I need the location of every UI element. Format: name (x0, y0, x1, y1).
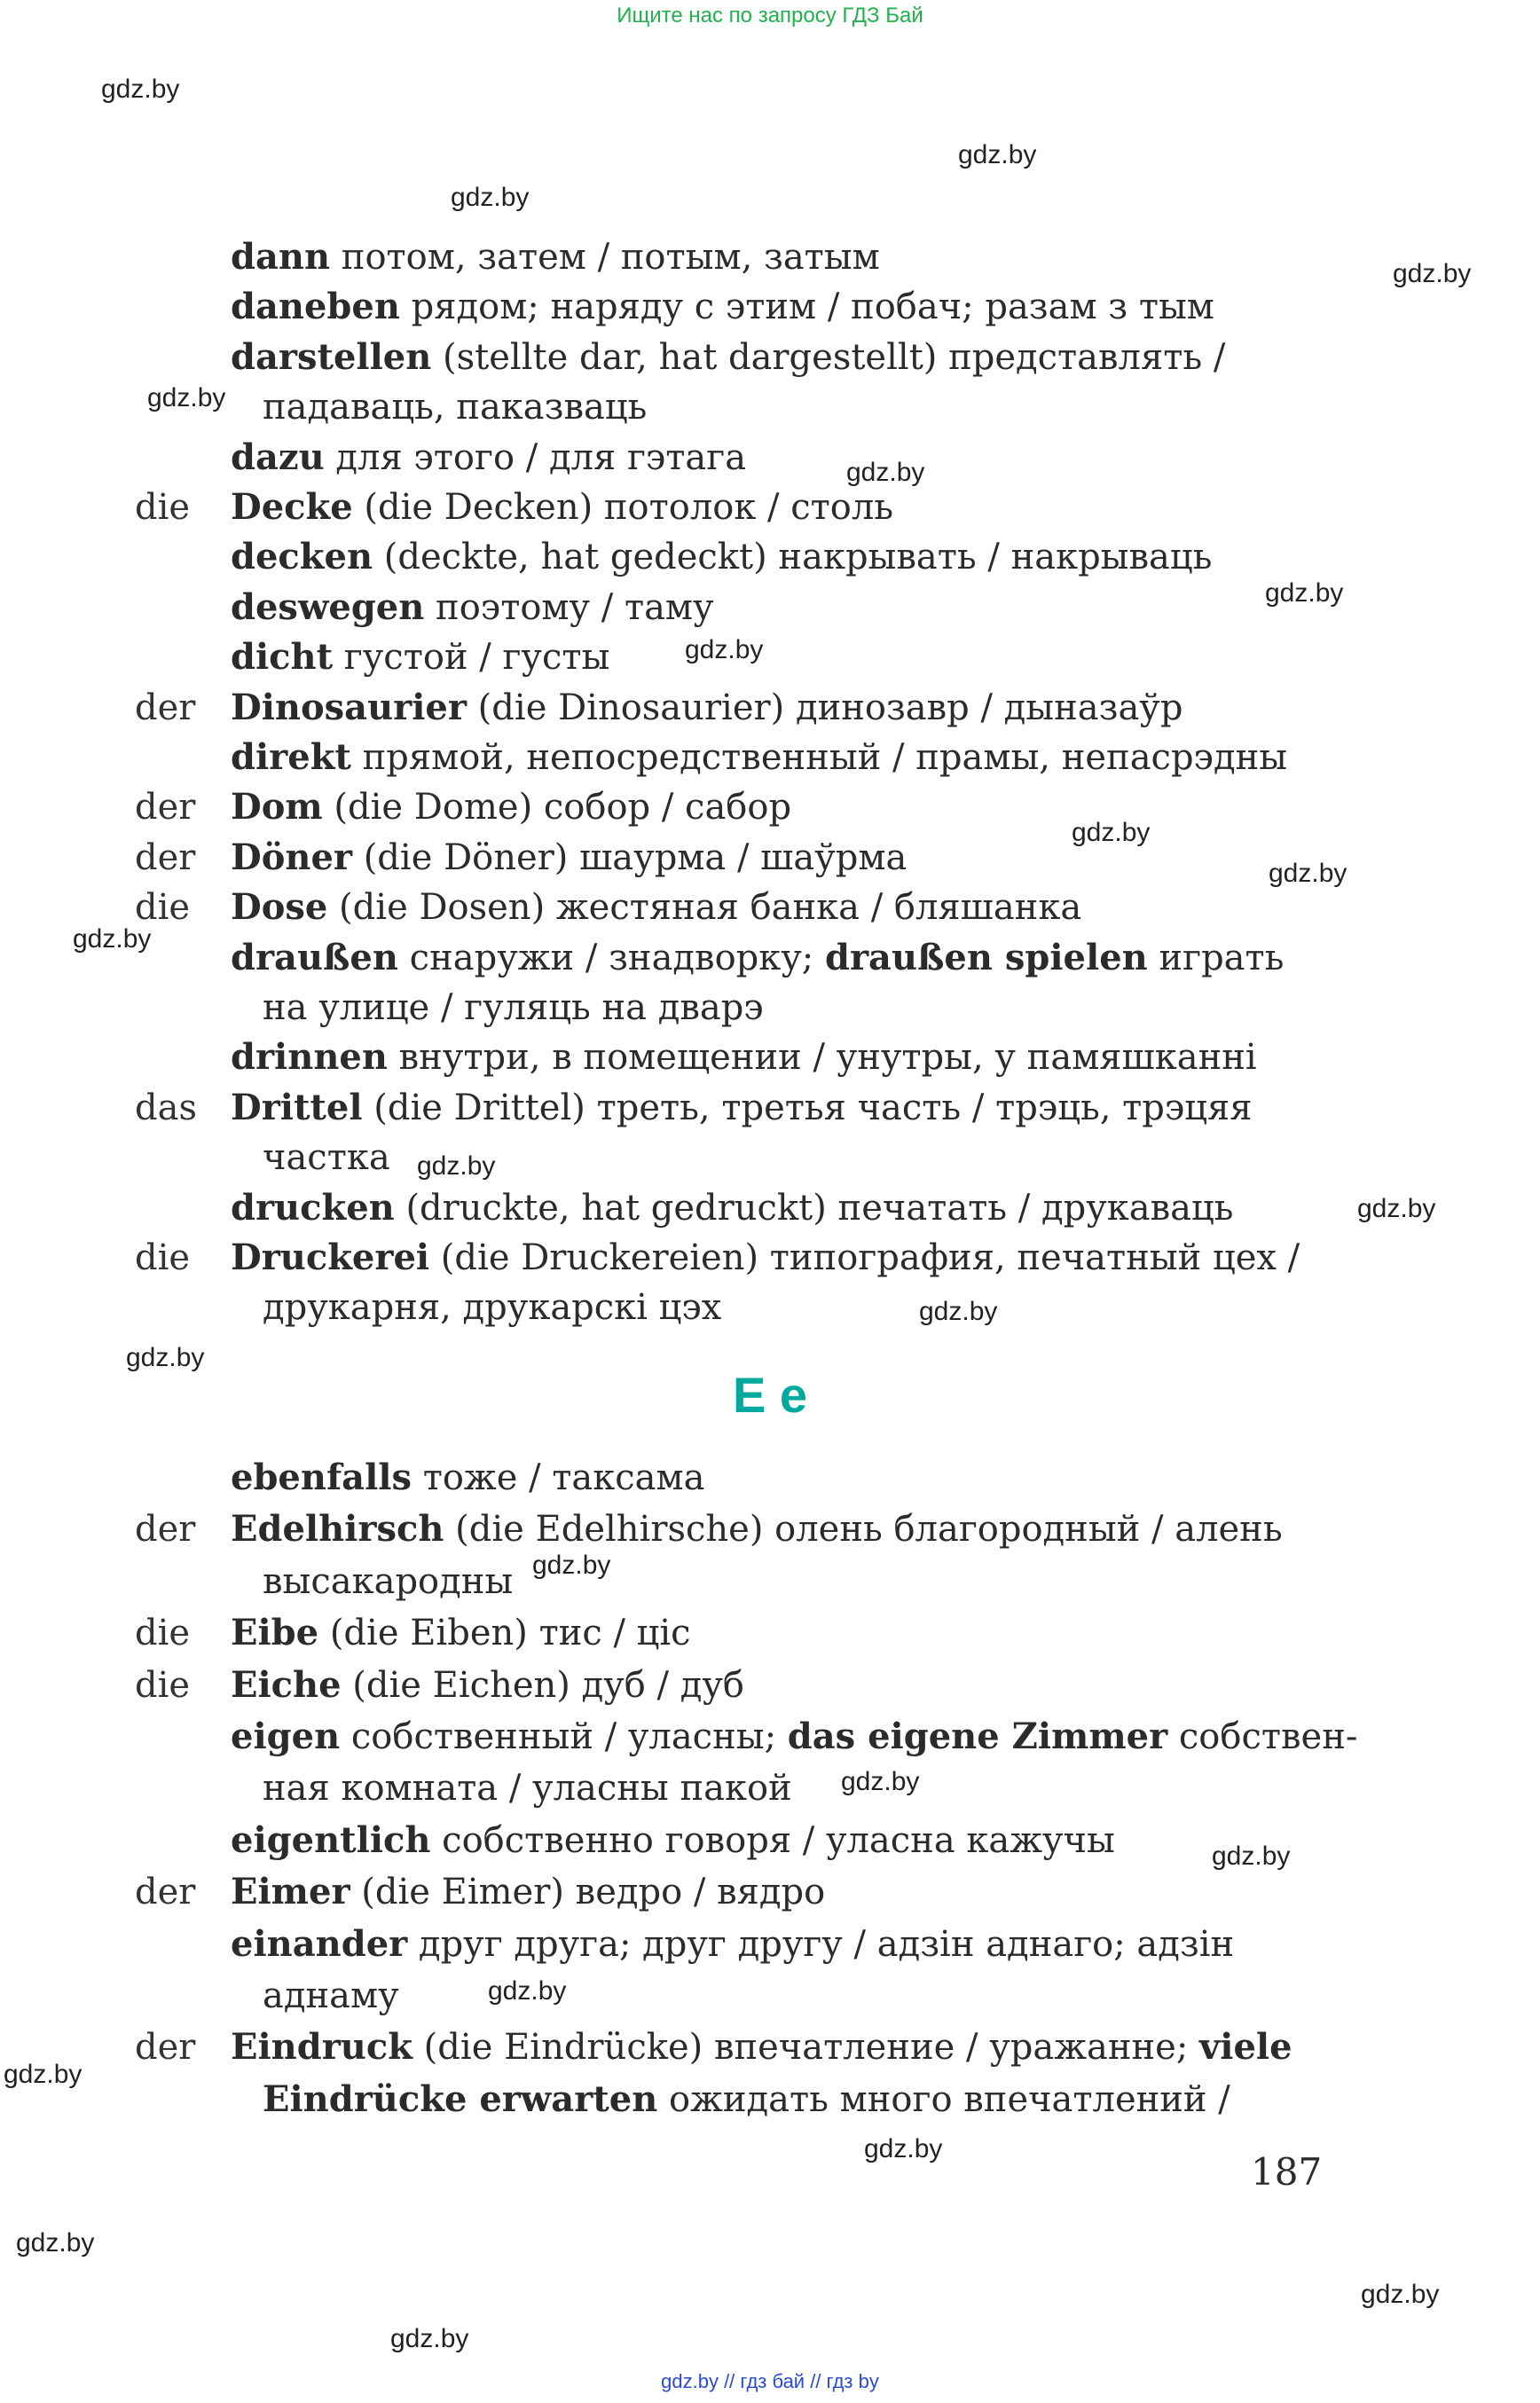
entry-headword: draußen spielen (824, 936, 1148, 978)
entry-headword: Dom (231, 786, 323, 828)
page-number: 187 (1251, 2150, 1323, 2194)
watermark: gdz.by (1265, 578, 1344, 608)
watermark: gdz.by (451, 183, 530, 212)
entry-translation: (die Dome) собор / сабор (322, 787, 792, 828)
entry-line (263, 1557, 1363, 1606)
entry-line (231, 1504, 1331, 1554)
entry-translation: падаваць, паказваць (263, 387, 648, 428)
watermark: gdz.by (864, 2134, 943, 2163)
entry-line (231, 333, 1331, 382)
entry-translation: ная комната / уласны пакой (263, 1768, 792, 1810)
entry-line (263, 1133, 1363, 1182)
entry-line (263, 382, 1363, 432)
entry-article: der (135, 687, 196, 728)
entry-line (231, 1920, 1331, 1969)
entry-headword: daneben (231, 286, 400, 328)
entry-headword: eigentlich (231, 1818, 431, 1861)
entry-headword: Edelhirsch (231, 1508, 444, 1551)
entry-headword: draußen (231, 936, 398, 978)
entry-headword: Dinosaurier (231, 686, 467, 728)
entry-article: der (135, 1872, 196, 1913)
entry-article: der (135, 1509, 196, 1551)
entry-line (231, 1083, 1331, 1133)
entry-line (231, 1233, 1331, 1283)
entry-translation: высакародны (263, 1560, 514, 1602)
entry-headword: drinnen (231, 1036, 388, 1079)
entry-line (263, 1283, 1363, 1332)
entry-headword: dicht (231, 636, 334, 679)
entry-line (231, 532, 1331, 582)
entry-headword: eigen (231, 1716, 341, 1757)
entry-headword: Eiche (231, 1663, 342, 1706)
entry-headword: direkt (231, 736, 351, 778)
entry-line (231, 1712, 1358, 1762)
entry-line (231, 933, 1331, 983)
entry-line (231, 1816, 1331, 1865)
entry-translation: частка (263, 1137, 390, 1179)
entry-line (231, 232, 1331, 282)
entry-headword: dann (231, 236, 331, 278)
watermark: gdz.by (16, 2228, 95, 2258)
entry-headword: Dose (231, 886, 328, 929)
watermark: gdz.by (147, 383, 226, 412)
watermark: gdz.by (685, 635, 764, 664)
entry-headword: viele (1199, 2026, 1292, 2069)
entry-translation: (die Edelhirsche) олень благородный / алень (444, 1509, 1283, 1551)
entry-line (263, 1763, 1363, 1813)
entry-line (231, 1867, 1331, 1917)
entry-line (231, 583, 1331, 632)
entry-translation: (die Drittel) треть, третья часть / трэць, трэцяя (362, 1087, 1253, 1128)
entry-line (231, 1453, 1331, 1503)
watermark: gdz.by (126, 1343, 205, 1372)
entry-article: der (135, 787, 196, 828)
top-banner[interactable]: Ищите нас по запросу ГДЗ Бай (617, 4, 923, 27)
entry-translation: (deckte, hat gedeckt) накрывать / накрываць (373, 537, 1213, 578)
entry-headword: ebenfalls (231, 1457, 412, 1498)
entry-headword: darstellen (231, 335, 432, 378)
entry-translation: (die Eimer) ведро / вядро (350, 1872, 826, 1913)
entry-translation: (die Döner) шаурма / шаўрма (351, 836, 908, 878)
entry-article: der (135, 836, 196, 878)
entry-article: das (135, 1087, 197, 1128)
entry-headword: dazu (231, 436, 325, 478)
entry-translation: потом, затем / потым, затым (330, 237, 880, 278)
watermark: gdz.by (1212, 1842, 1291, 1871)
entry-line (263, 1971, 1363, 2021)
watermark: gdz.by (532, 1551, 611, 1580)
watermark: gdz.by (1361, 2280, 1440, 2309)
entry-translation: друг друга; друг другу / адзін аднаго; адзін (407, 1923, 1235, 1965)
watermark: gdz.by (417, 1151, 496, 1181)
entry-headword: Döner (231, 836, 352, 878)
entry-translation: прямой, непосредственный / прамы, непасрэдны (350, 737, 1288, 778)
entry-translation: (druckte, hat gedruckt) печатать / друкаваць (394, 1187, 1234, 1229)
entry-translation: (die Dosen) жестяная банка / бляшанка (327, 887, 1082, 929)
entry-translation: тоже / таксама (411, 1457, 705, 1498)
watermark: gdz.by (390, 2324, 469, 2353)
watermark: gdz.by (101, 75, 180, 104)
entry-line (231, 282, 1331, 332)
watermark: gdz.by (1357, 1194, 1436, 1223)
entry-translation: поэтому / таму (424, 586, 714, 628)
entry-line (231, 782, 1331, 832)
entry-line (231, 733, 1331, 782)
entry-line (263, 983, 1363, 1033)
entry-article: die (135, 1664, 191, 1706)
watermark: gdz.by (1269, 859, 1348, 888)
entry-headword: deswegen (231, 585, 425, 628)
entry-translation: собственный / уласны; (340, 1716, 788, 1757)
watermark: gdz.by (488, 1976, 567, 2006)
entry-translation: (die Dinosaurier) динозавр / дыназаўр (466, 687, 1183, 728)
watermark: gdz.by (73, 924, 152, 954)
entry-headword: Decke (231, 486, 353, 528)
watermark: gdz.by (4, 2060, 82, 2089)
entry-article: die (135, 887, 191, 929)
watermark: gdz.by (1072, 818, 1151, 847)
entry-line (263, 2075, 1363, 2124)
entry-translation: на улице / гуляць на дварэ (263, 987, 764, 1028)
entry-translation: ожидать много впечатлений / (657, 2078, 1230, 2120)
watermark: gdz.by (846, 458, 925, 487)
entry-headword: einander (231, 1922, 408, 1965)
entry-line (231, 833, 1331, 883)
entry-headword: Eibe (231, 1612, 319, 1654)
watermark: gdz.by (958, 140, 1037, 169)
entry-headword: Eindruck (231, 2026, 412, 2069)
entry-line (231, 1033, 1331, 1082)
entry-line (231, 2022, 1331, 2072)
entry-translation: (die Decken) потолок / столь (352, 487, 894, 528)
entry-translation: снаружи / знадворку; (397, 937, 825, 978)
entry-headword: das eigene Zimmer (787, 1716, 1168, 1757)
entry-translation: (die Eindrücke) впечатление / уражанне; (412, 2027, 1200, 2069)
entry-headword: Eindrücke erwarten (263, 2077, 658, 2120)
entry-translation: густой / густы (333, 637, 610, 679)
entry-article: die (135, 487, 191, 528)
watermark: gdz.by (1393, 259, 1472, 288)
entry-translation: (die Eichen) дуб / дуб (341, 1664, 744, 1706)
entry-translation: собственно говоря / уласна кажучы (430, 1819, 1115, 1861)
entry-article: der (135, 2027, 196, 2069)
entry-article: die (135, 1613, 191, 1654)
entry-translation: (stellte dar, hat dargestellt) представлять / (431, 336, 1226, 378)
entry-line (231, 683, 1331, 733)
entry-article: die (135, 1237, 191, 1278)
entry-headword: Eimer (231, 1871, 350, 1913)
entry-translation: (die Druckereien) типография, печатный цех / (429, 1237, 1300, 1278)
entry-headword: Drittel (231, 1086, 363, 1128)
entry-translation: аднаму (263, 1975, 399, 2016)
entry-line (231, 483, 1331, 532)
bottom-banner[interactable]: gdz.by // гдз бай // гдз by (661, 2370, 879, 2392)
entry-line (231, 1661, 1331, 1710)
entry-line (231, 632, 1331, 682)
watermark: gdz.by (841, 1767, 920, 1796)
entry-translation: друкарня, друкарскі цэх (263, 1287, 722, 1329)
entry-line (231, 1608, 1331, 1658)
entry-headword: decken (231, 536, 373, 578)
entry-line (231, 883, 1331, 932)
entry-translation: внутри, в помещении / унутры, у памяшканні (387, 1037, 1257, 1079)
entry-line (231, 1183, 1331, 1233)
entry-translation: (die Eiben) тис / ціс (318, 1613, 691, 1654)
entry-translation: рядом; наряду с этим / побач; разам з тым (399, 287, 1214, 328)
entry-line (231, 433, 1331, 483)
section-letter-heading: E e (732, 1367, 808, 1423)
entry-headword: Druckerei (231, 1237, 430, 1278)
entry-translation: собствен- (1167, 1716, 1358, 1757)
entry-translation: для этого / для гэтага (324, 436, 747, 478)
entry-headword: drucken (231, 1186, 395, 1229)
entry-translation: играть (1147, 937, 1285, 978)
watermark: gdz.by (919, 1297, 998, 1326)
